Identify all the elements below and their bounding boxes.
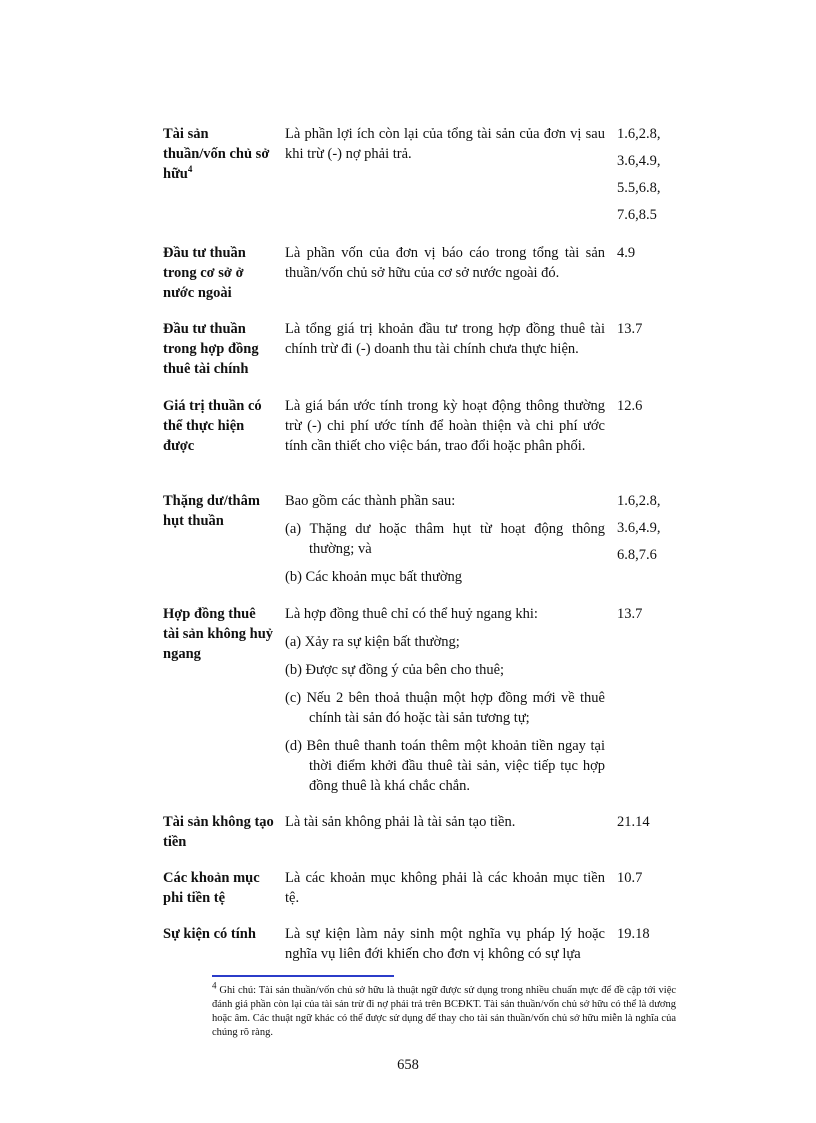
reference: 10.7 [617, 870, 643, 886]
reference: 5.5,6.8, [617, 180, 661, 196]
entry-definition [285, 124, 605, 172]
entry-references [617, 604, 703, 631]
footnote-marker: 4 [187, 164, 193, 175]
entry-term: Tài sản thuần/vốn chủ sở hữu$^4$ [163, 126, 270, 182]
reference: 12.6 [617, 398, 643, 414]
entry-term: Hợp đồng thuê tài sản không huỷ ngang [163, 606, 274, 662]
entry-references [617, 396, 703, 423]
entry-term: Đầu tư thuần trong hợp đồng thuê tài chính [163, 321, 259, 377]
definition-paragraph: Là phần vốn của đơn vị báo cáo trong tổng tài sản thuần/vốn chủ sở hữu của cơ sở nước ngoài đó. [285, 245, 605, 281]
entry-term: Thặng dư/thâm hụt thuần [163, 493, 260, 529]
reference: 3.6,4.9, [617, 153, 661, 169]
entry-references [617, 243, 703, 270]
definition-list-item: (a) Xảy ra sự kiện bất thường; [285, 634, 460, 650]
entry-definition [285, 604, 605, 804]
entry-term: Đầu tư thuần trong cơ sở ở nước ngoài [163, 245, 246, 301]
entry-definition [285, 491, 605, 595]
entry-references [617, 812, 703, 839]
entry-definition [285, 868, 605, 916]
footnote [212, 980, 677, 1040]
definition-paragraph: Là phần lợi ích còn lại của tổng tài sản của đơn vị sau khi trừ (-) nợ phải trả. [285, 126, 605, 162]
reference: 4.9 [617, 245, 636, 261]
entry-definition [285, 396, 605, 464]
entry-definition [285, 243, 605, 291]
definition-paragraph: Là các khoản mục không phải là các khoản mục tiền tệ. [285, 870, 605, 906]
entry-references [617, 491, 703, 572]
definition-paragraph: Là tài sản không phải là tài sản tạo tiền. [285, 814, 516, 830]
definition-list-item: (b) Các khoản mục bất thường [285, 569, 462, 585]
definition-list-item: (a) Thặng dư hoặc thâm hụt từ hoạt động thông thường; và [285, 521, 605, 557]
entry-definition [285, 812, 605, 840]
entry-term: Giá trị thuần có thể thực hiện được [163, 398, 262, 454]
entry-term: Tài sản không tạo tiền [163, 814, 274, 850]
reference: 1.6,2.8, [617, 126, 661, 142]
reference: 7.6,8.5 [617, 207, 657, 223]
entry-term: Sự kiện có tính [163, 926, 256, 942]
reference: 1.6,2.8, [617, 493, 661, 509]
footnote-separator [212, 975, 394, 977]
definition-paragraph: Là tổng giá trị khoản đầu tư trong hợp đồng thuê tài chính trừ đi (-) doanh thu tài chính chưa thực hiện. [285, 321, 605, 357]
reference: 13.7 [617, 321, 643, 337]
entry-references [617, 124, 703, 232]
definition-paragraph: Bao gồm các thành phần sau: [285, 493, 456, 509]
entry-references [617, 924, 703, 951]
reference: 19.18 [617, 926, 650, 942]
entry-definition [285, 319, 605, 367]
entry-definition [285, 924, 605, 972]
footnote-text: Ghi chú: Tài sản thuần/vốn chủ sở hữu là thuật ngữ được sử dụng trong nhiều chuẩn mực để đề cập tới việc đánh giá phần còn lại của tài sản trừ đi nợ phải trả trên BCĐKT. Tài sản thuần/vốn chủ sở hữu có thể là dương hoặc âm. Các thuật ngữ khác có thể được sử dụng để thay cho tài sản thuần/vốn chủ sở hữu miễn là nghĩa của chúng rõ ràng. [212, 985, 677, 1038]
definition-paragraph: Là giá bán ước tính trong kỳ hoạt động thông thường trừ (-) chi phí ước tính để hoàn thiện và chi phí ước tính cần thiết cho việc bán, trao đổi hoặc phân phối. [285, 398, 605, 454]
definition-list-item: (d) Bên thuê thanh toán thêm một khoản tiền ngay tại thời điểm khởi đầu thuê tài sản, việc tiếp tục hợp đồng thuê là khá chắc chắn. [285, 738, 605, 794]
reference: 3.6,4.9, [617, 520, 661, 536]
entry-references [617, 319, 703, 346]
reference: 6.8,7.6 [617, 547, 657, 563]
definition-list-item: (c) Nếu 2 bên thoả thuận một hợp đồng mới về thuê chính tài sản đó hoặc tài sản tương tự; [285, 690, 605, 726]
definition-paragraph: Là hợp đồng thuê chỉ có thể huỷ ngang khi: [285, 606, 538, 622]
entry-references [617, 868, 703, 895]
reference: 13.7 [617, 606, 643, 622]
page-number: 658 [397, 1057, 419, 1073]
reference: 21.14 [617, 814, 650, 830]
entry-term: Các khoản mục phi tiền tệ [163, 870, 260, 906]
footnote-marker: 4 [212, 980, 217, 991]
definition-list-item: (b) Được sự đồng ý của bên cho thuê; [285, 662, 505, 678]
definition-paragraph: Là sự kiện làm nảy sinh một nghĩa vụ pháp lý hoặc nghĩa vụ liên đới khiến cho đơn vị không có sự lựa [285, 926, 605, 962]
